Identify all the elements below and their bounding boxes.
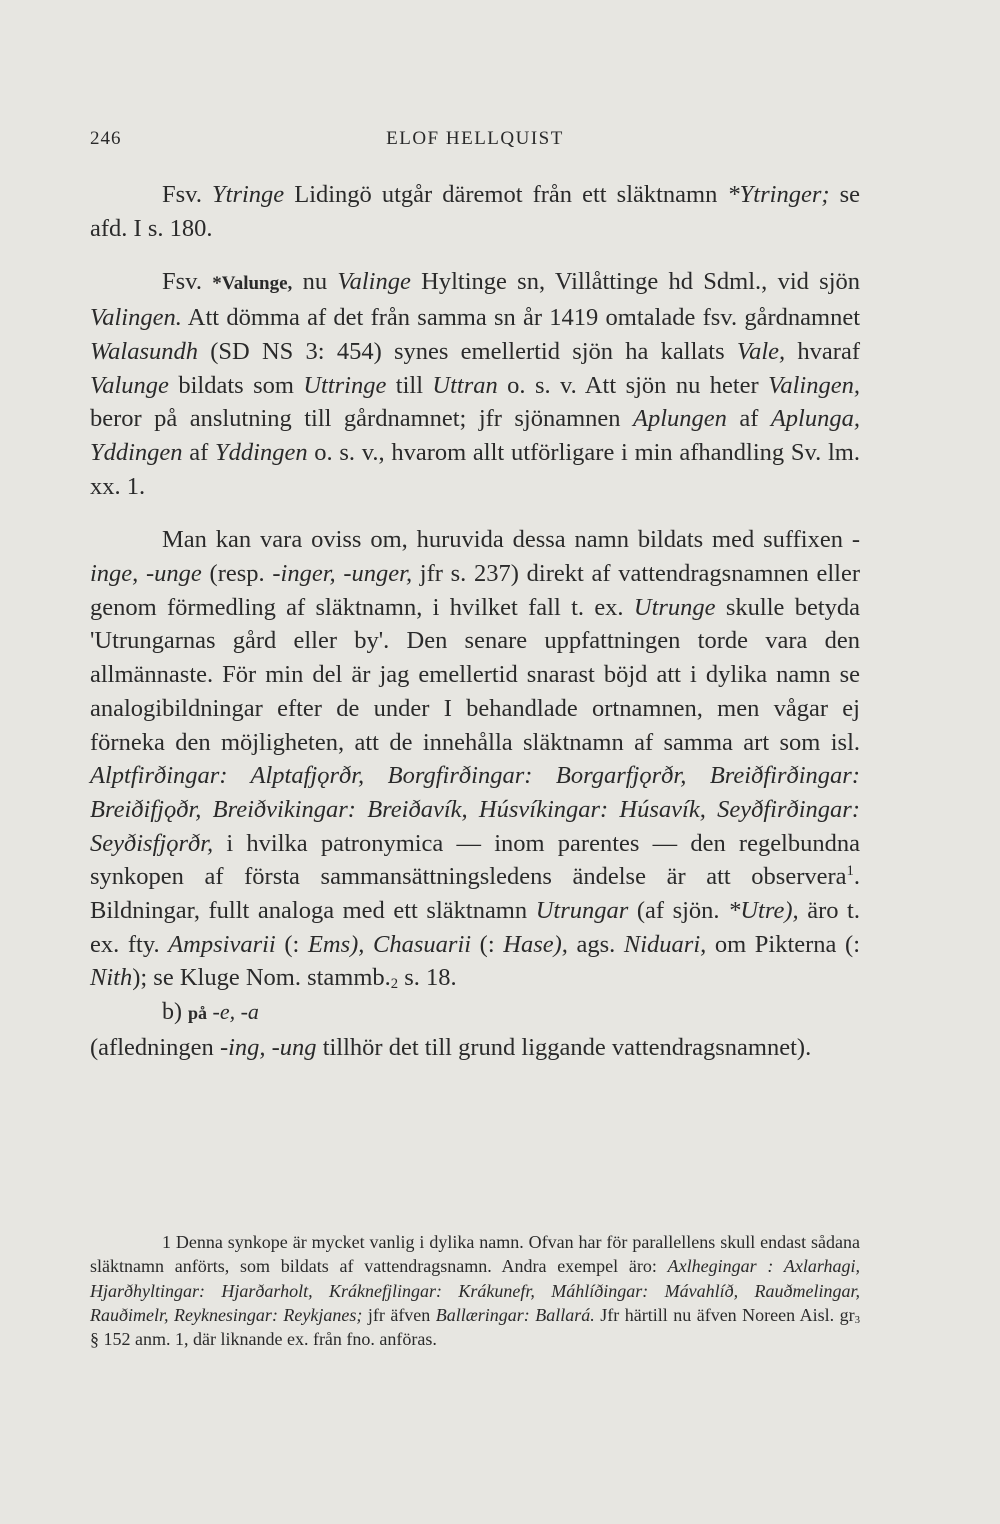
text-run: § 152 anm. 1, där liknande ex. från fno. anföras.	[90, 1329, 437, 1350]
italic-run: Nith	[90, 964, 133, 992]
text-run: (:	[471, 930, 504, 958]
italic-run: Vale,	[736, 337, 786, 365]
text-run: se afd. I s. 180.	[90, 181, 860, 242]
italic-run: Valingen,	[768, 371, 860, 399]
text-run: 1 Denna synkope är mycket vanlig i dylika namn. Ofvan har för parallellens skull endast sådana släktnamn anförts, som bildats af vattendragsnamn. Andra exempel äro:	[90, 1232, 860, 1277]
paragraph-afledningen	[90, 1031, 860, 1065]
edition-subscript: 3	[854, 1314, 861, 1327]
italic-run: Ampsivarii	[168, 930, 276, 958]
text-run: nu	[292, 268, 338, 296]
italic-run: Uttringe	[303, 371, 387, 399]
italic-run: Chasuarii	[373, 930, 472, 958]
italic-run: Ballæringar: Ballará.	[435, 1304, 595, 1325]
text-run: Jfr härtill nu äfven Noreen Aisl. gr	[594, 1304, 855, 1325]
page-number: 246	[90, 128, 122, 149]
italic-run: Walasundh	[90, 337, 199, 365]
edition-subscript: 2	[390, 976, 399, 993]
text-run: i hvilka patronymica — inom parentes — den regelbundna synkopen af första sammansättningsledens ändelse är att observera	[90, 829, 860, 891]
italic-run: Valunge	[90, 371, 169, 399]
italic-run: Utrungar	[535, 897, 629, 925]
text-run: ags.	[567, 930, 624, 958]
text-run: skulle betyda 'Utrungarnas gård eller by'. Den senare uppfattningen torde vara den allmännaste. För min del är jag emellertid snarast böjd att i dylika namn se analogibildningar efter de under I behandlade ortnamnen, men vågar ej förneka den möjligheten, att de innehålla släktnamn af samma art som isl.	[90, 593, 860, 756]
italic-run: Aplungen	[632, 405, 727, 433]
footnote-block	[90, 1230, 860, 1351]
section-endings: -e, -a	[207, 999, 259, 1025]
section-letter: b)	[162, 999, 188, 1026]
text-run: jfr äfven	[362, 1304, 436, 1325]
text-run: af	[726, 405, 771, 433]
text-run: (af sjön.	[628, 897, 729, 925]
text-run: (:	[275, 930, 308, 958]
running-title: ELOF HELLQUIST	[386, 128, 564, 149]
text-run: Lidingö utgår däremot från ett släktnamn	[284, 181, 728, 208]
italic-run: Ems),	[307, 930, 365, 958]
italic-run: Aplunga, Yddingen	[90, 405, 860, 466]
main-text	[90, 178, 860, 1065]
text-run: Man kan vara oviss om, huruvida dessa namn bildats med suffixen	[162, 526, 852, 554]
section-word: på	[188, 1003, 208, 1024]
text-run: Fsv.	[162, 268, 213, 296]
italic-run: Niduari,	[623, 930, 707, 958]
section-heading	[90, 995, 860, 1031]
text-run: Fsv.	[162, 181, 213, 208]
italic-run: Ytringe	[212, 181, 285, 208]
text-run: s. 18.	[398, 964, 457, 992]
text-run: af	[182, 438, 216, 466]
text-run: o. s. v. Att sjön nu heter	[497, 371, 769, 399]
italic-run: Utrunge	[633, 593, 716, 621]
italic-run: -ing, -ung	[219, 1033, 317, 1061]
italic-run: Axlhegingar : Axlarhagi, Hjarðhyltingar: Hjarðarholt, Kráknefjlingar: Krákunefr, Máhlíðingar: Mávahlíð, Rauðmelingar, Rauðimelr, Reyknesingar: Reykjanes;	[90, 1256, 860, 1325]
text-run: äro t. ex. fty.	[90, 897, 860, 958]
italic-run: Valinge	[337, 268, 411, 296]
text-run: Hyltinge sn, Villåttinge hd Sdml., vid sjön	[410, 268, 860, 296]
footnote-1	[90, 1230, 860, 1351]
paragraph-valunge	[90, 265, 860, 503]
text-run: . Bildningar, fullt analoga med ett släktnamn	[90, 863, 860, 925]
text-run: ); se Kluge Nom. stammb.	[132, 964, 391, 992]
text-run: jfr s. 237) direkt af vattendragsnamnen eller genom förmedling af släktnamn, i hvilket fall t. ex.	[90, 560, 860, 621]
italic-run: Valingen.	[90, 304, 182, 332]
text-run: o. s. v., hvarom allt utförligare i min afhandling Sv. lm. xx. 1.	[90, 438, 860, 500]
text-run: tillhör det till grund liggande vattendragsnamnet).	[316, 1033, 812, 1061]
italic-run: -inge, -unge	[90, 526, 860, 588]
text-run	[364, 931, 373, 958]
text-run: beror på anslutning till gårdnamnet; jfr sjönamnen	[90, 405, 633, 433]
italic-run: *Ytringer;	[727, 181, 830, 208]
headword: *Valunge,	[212, 273, 293, 295]
text-run: (SD NS 3: 454) synes emellertid sjön ha kallats	[198, 337, 737, 365]
text-run: om Pikterna (:	[706, 930, 861, 958]
text-run: hvaraf	[785, 337, 860, 365]
text-run: bildats som	[168, 371, 304, 399]
italic-run: Yddingen	[215, 438, 308, 466]
italic-run: Hase),	[503, 930, 568, 958]
italic-run: *Utre),	[728, 897, 799, 925]
text-run: till	[386, 371, 433, 399]
paragraph-ytringe	[90, 178, 860, 245]
paragraph-suffixes	[90, 523, 860, 995]
text-run: Att dömma af det från samma sn år 1419 omtalade fsv. gårdnamnet	[181, 304, 860, 332]
page-header	[90, 128, 860, 158]
text-run: (resp.	[201, 560, 273, 588]
italic-run: Uttran	[432, 371, 498, 399]
footnote-marker[interactable]: 1	[846, 863, 854, 880]
text-run: (afledningen	[90, 1033, 220, 1061]
italic-run: Alptfirðingar: Alptafjǫrðr, Borgfirðingar: Borgarfjǫrðr, Breiðfirðingar: Breiðifjǫðr, Breiðvikingar: Breiðavík, Húsvíkingar: Húsavík, Seyðfirðingar: Seyðisfjǫrðr,	[90, 762, 860, 857]
italic-run: -inger, -unger,	[272, 560, 413, 588]
